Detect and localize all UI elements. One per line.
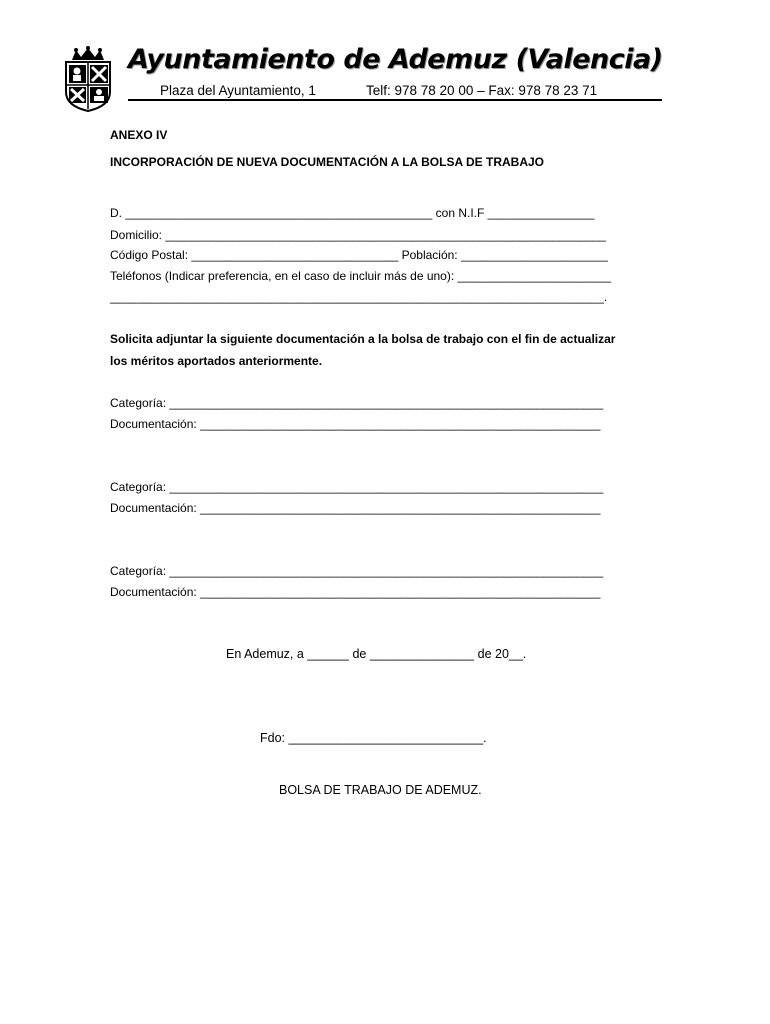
documentation-field[interactable]: Documentación: ____________________________________________________________ [110,501,601,515]
documentation-field[interactable]: Documentación: ____________________________________________________________ [110,417,601,431]
category-field[interactable]: Categoría: _________________________________________________________________ [110,564,604,578]
postal-city-field[interactable]: Código Postal: _______________________________ Población: ______________________ [110,248,608,262]
page-title: Ayuntamiento de Ademuz (Valencia) [128,44,663,75]
footer-text: BOLSA DE TRABAJO DE ADEMUZ. [279,783,482,797]
name-nif-field[interactable]: D. ______________________________________________ con N.I.F ________________ [110,206,595,220]
request-text-line1: Solicita adjuntar la siguiente documentación a la bolsa de trabajo con el fin de actualizar [110,332,616,346]
contact-text: Telf: 978 78 20 00 – Fax: 978 78 23 71 [366,83,598,98]
signature-line[interactable]: Fdo: ____________________________. [260,731,487,745]
phones-continuation-field[interactable]: __________________________________________________________________________. [110,290,608,304]
date-line[interactable]: En Ademuz, a ______ de _______________ de 20__. [226,647,527,661]
coat-of-arms-icon [62,46,114,112]
category-field[interactable]: Categoría: _________________________________________________________________ [110,480,604,494]
address-text: Plaza del Ayuntamiento, 1 [160,83,316,98]
document-heading: INCORPORACIÓN DE NUEVA DOCUMENTACIÓN A LA BOLSA DE TRABAJO [110,155,545,169]
header-rule [128,99,662,101]
domicile-field[interactable]: Domicilio: __________________________________________________________________ [110,228,606,242]
request-text-line2: los méritos aportados anteriormente. [110,354,323,368]
phones-field[interactable]: Teléfonos (Indicar preferencia, en el caso de incluir más de uno): _______________________ [110,269,612,283]
documentation-field[interactable]: Documentación: ____________________________________________________________ [110,585,601,599]
category-field[interactable]: Categoría: _________________________________________________________________ [110,396,604,410]
annex-label: ANEXO IV [110,128,168,142]
